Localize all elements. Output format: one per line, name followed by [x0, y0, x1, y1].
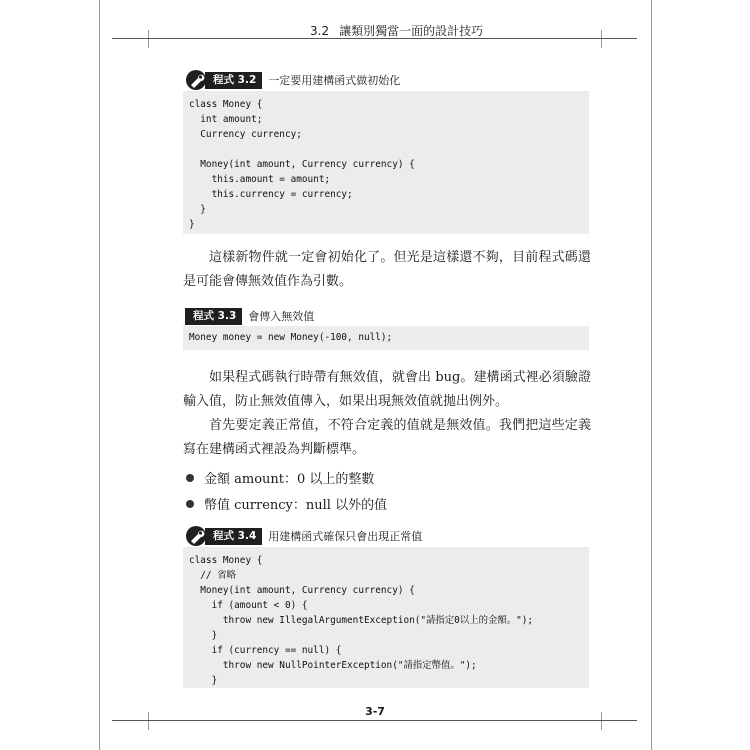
code-line: throw new NullPointerException("請指定幣值。");: [189, 660, 477, 671]
section-number: 3.2: [310, 24, 330, 38]
code-line: if (currency == null) {: [189, 645, 342, 656]
code-line: class Money {: [189, 555, 263, 566]
wrench-icon: [185, 69, 211, 91]
body-paragraph: 如果程式碼執行時帶有無效值，就會出 bug。建構函式裡必須驗證輸入值，防止無效值傳入，如果出現無效值就拋出例外。: [183, 370, 591, 409]
section-title: 讓類別獨當一面的設計技巧: [339, 24, 484, 38]
code-line: Money money = new Money(-100, null);: [189, 332, 393, 343]
listing-caption: [185, 70, 400, 90]
listing-tag: 程式 3.3: [185, 308, 242, 325]
code-block: [183, 326, 589, 350]
footer-rule: [112, 720, 637, 721]
page-number: 3-7: [365, 705, 385, 718]
crop-mark: [601, 712, 602, 730]
page-edge-right: [651, 0, 652, 750]
code-line: Currency currency;: [189, 129, 302, 140]
bullet-text: 金額 amount：0 以上的整數: [204, 472, 375, 487]
listing-tag: 程式 3.4: [205, 528, 262, 545]
code-line: }: [189, 675, 218, 686]
code-line: // 省略: [189, 570, 236, 581]
bullet-item: [186, 494, 387, 513]
crop-mark: [148, 30, 149, 48]
code-line: this.currency = currency;: [189, 189, 353, 200]
code-block: [183, 91, 589, 234]
code-line: }: [189, 219, 195, 230]
bullet-text: 幣值 currency：null 以外的值: [204, 498, 388, 513]
code-line: [189, 142, 583, 157]
bullet-item: [186, 468, 374, 487]
code-line: if (amount < 0) {: [189, 600, 308, 611]
code-line: Money(int amount, Currency currency) {: [189, 159, 415, 170]
header-rule: [112, 38, 637, 39]
code-line: }: [189, 630, 218, 641]
code-line: throw new IllegalArgumentException("請指定0以上的金額。");: [189, 615, 534, 626]
listing-caption: [185, 306, 314, 326]
code-line: int amount;: [189, 114, 263, 125]
bullet-dot: [186, 474, 194, 482]
bullet-dot: [186, 500, 194, 508]
body-paragraph: 首先要定義正常值，不符合定義的值就是無效值。我們把這些定義寫在建構函式裡設為判斷標準。: [183, 418, 591, 457]
code-line: class Money {: [189, 99, 263, 110]
page-edge-left: [99, 0, 100, 750]
code-line: this.amount = amount;: [189, 174, 331, 185]
wrench-icon: [185, 525, 211, 547]
body-paragraph: 這樣新物件就一定會初始化了。但光是這樣還不夠，目前程式碼還是可能會傳無效值作為引數。: [183, 250, 591, 289]
code-line: Money(int amount, Currency currency) {: [189, 585, 415, 596]
code-line: }: [189, 204, 206, 215]
code-block: [183, 547, 589, 688]
running-header: [310, 22, 638, 39]
listing-title: 會傳入無效值: [248, 310, 315, 323]
listing-tag: 程式 3.2: [205, 72, 262, 89]
crop-mark: [148, 712, 149, 730]
listing-caption: [185, 526, 422, 546]
listing-title: 一定要用建構函式做初始化: [268, 74, 401, 87]
listing-title: 用建構函式確保只會出現正常值: [268, 530, 423, 543]
